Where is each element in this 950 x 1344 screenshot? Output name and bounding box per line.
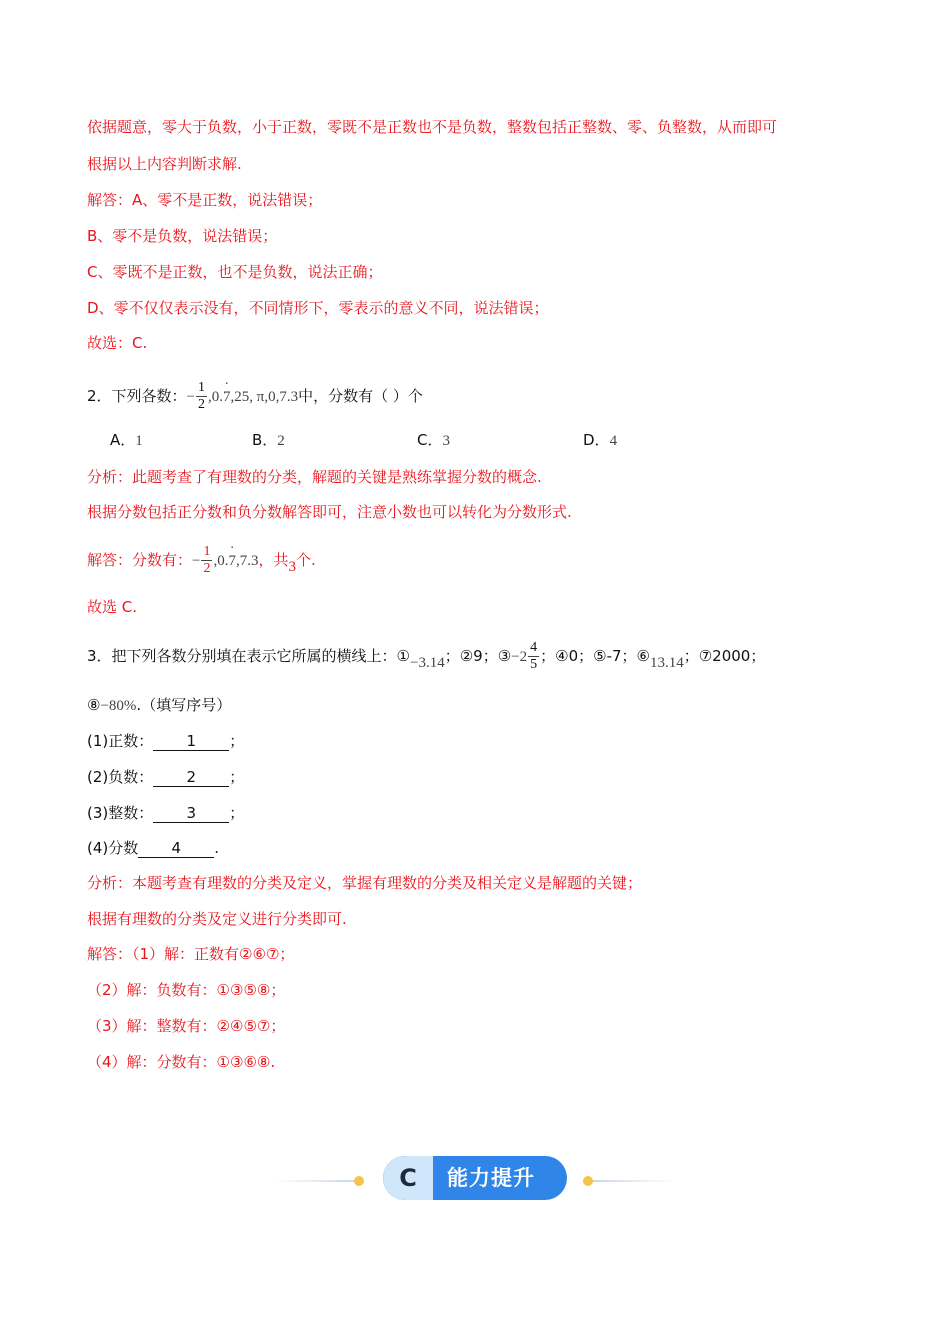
- q2-option-c: [417, 429, 450, 452]
- banner-letter: C: [383, 1156, 433, 1200]
- q3-answer3: （3）解：整数有：②④⑤⑦；: [87, 1017, 286, 1035]
- q1-analysis-line1: 依据题意，零大于负数，小于正数，零既不是正数也不是负数，整数包括正整数、零、负整数，从而即可: [87, 118, 778, 136]
- q3-blank-3-field[interactable]: 3: [153, 804, 229, 823]
- q1-choice: 故选：C.: [87, 334, 148, 352]
- q3-number-3-fraction: [528, 640, 539, 673]
- q2-option-b-value: 2: [277, 433, 285, 449]
- q3-n8-prefix: ⑧: [87, 696, 101, 714]
- q1-answer-a: 解答：A、零不是正数，说法错误；: [87, 191, 323, 209]
- q3-analysis1: 分析：本题考查有理数的分类及定义，掌握有理数的分类及相关定义是解题的关键；: [87, 874, 643, 892]
- q2-repeat-digit: · 7: [223, 382, 231, 412]
- q2-option-b-label: B．: [252, 431, 278, 449]
- banner-right-dot: [583, 1176, 593, 1186]
- q3-blank-3-end: ；: [229, 804, 245, 822]
- q3-analysis2: 根据有理数的分类及定义进行分类即可.: [87, 910, 347, 928]
- q2-answer-count: 3: [288, 559, 296, 575]
- q3-answer1: 解答：（1）解：正数有②⑥⑦；: [87, 945, 295, 963]
- q3-blank-2-end: ；: [229, 768, 245, 786]
- q2-stem: [87, 380, 423, 410]
- q3-sep-2: ；②9；③: [444, 647, 512, 665]
- q2-option-b: [252, 429, 285, 452]
- q3-n3-den: 5: [530, 657, 538, 672]
- q3-blank-1: [87, 730, 244, 752]
- q2-answer-suffix: 个.: [296, 551, 316, 569]
- q3-sep-7: ；⑦2000；: [683, 647, 766, 665]
- q2-answer-frac-den: 2: [203, 561, 211, 576]
- q3-stem: [87, 638, 765, 674]
- q3-n8-suffix: .（填写序号）: [136, 696, 232, 714]
- q2-answer-nums-b: ,7.3: [235, 553, 259, 569]
- q2-frac-den: 2: [198, 397, 206, 412]
- q3-blank-4-end: .: [214, 839, 220, 857]
- q3-stem-line2: [87, 694, 231, 716]
- banner-left-dot: [354, 1176, 364, 1186]
- q3-blank-4: [87, 837, 219, 859]
- q3-blank-1-field[interactable]: 1: [153, 732, 229, 751]
- q2-stem-prefix: 2．下列各数：: [87, 387, 187, 405]
- q2-frac-num: 1: [198, 380, 206, 395]
- q2-answer-nums-a: ,0.: [213, 553, 229, 569]
- banner-title: 能力提升: [447, 1166, 535, 1190]
- q3-blank-1-label: (1)正数：: [87, 732, 154, 750]
- q2-option-c-value: 3: [442, 433, 450, 449]
- q2-neg-sign: −: [186, 389, 196, 405]
- q2-answer: [87, 543, 316, 577]
- q3-blank-2: [87, 766, 244, 788]
- q2-option-a-value: 1: [135, 433, 143, 449]
- q2-fraction: [196, 380, 207, 413]
- q2-answer-mid: ，共: [258, 551, 289, 569]
- q2-option-d-value: 4: [609, 433, 618, 449]
- q1-answer-c: C、零既不是正数，也不是负数，说法正确；: [87, 263, 383, 281]
- q3-blank-2-field[interactable]: 2: [153, 768, 229, 787]
- q3-blank-1-end: ；: [229, 732, 245, 750]
- q3-answer4: （4）解：分数有：①③⑥⑧.: [87, 1053, 276, 1071]
- q2-option-c-label: C．: [417, 431, 443, 449]
- q2-option-d: [583, 429, 617, 452]
- q2-option-a-label: A．: [110, 431, 136, 449]
- banner-left-rule: [275, 1180, 357, 1182]
- q2-answer-neg: −: [192, 553, 201, 569]
- q3-answer2: （2）解：负数有：①③⑤⑧；: [87, 981, 286, 999]
- q3-blank-4-field[interactable]: 4: [138, 839, 214, 858]
- q2-analysis2: 根据分数包括正分数和负分数解答即可，注意小数也可以转化为分数形式.: [87, 503, 572, 521]
- q3-blank-4-label: (4)分数: [87, 839, 139, 857]
- q3-number-1: −3.14: [410, 655, 445, 671]
- q2-choice: 故选 C.: [87, 598, 138, 616]
- section-banner: [383, 1156, 567, 1200]
- q3-n3-num: 4: [530, 640, 538, 655]
- q1-answer-d: D、零不仅仅表示没有，不同情形下，零表示的意义不同，说法错误；: [87, 299, 549, 317]
- q3-number-8: −80%: [100, 698, 137, 714]
- q2-nums-b: ,25, π,0,7.3: [230, 389, 299, 405]
- q3-blank-3: [87, 802, 244, 824]
- q3-sep-4: ；④0；⑤-7；⑥: [540, 647, 650, 665]
- q2-stem-suffix: 中，分数有（ ）个: [298, 387, 423, 405]
- q2-answer-frac-num: 1: [203, 544, 211, 559]
- q3-blank-2-label: (2)负数：: [87, 768, 154, 786]
- q3-stem-prefix: 3．把下列各数分别填在表示它所属的横线上：①: [87, 647, 410, 665]
- q3-blank-3-label: (3)整数：: [87, 804, 154, 822]
- q2-option-a: [110, 429, 143, 452]
- q3-number-3-whole: −2: [511, 649, 528, 665]
- banner-right-rule: [593, 1180, 675, 1182]
- q2-nums-a: ,0.: [208, 389, 224, 405]
- q2-analysis1: 分析：此题考查了有理数的分类，解题的关键是熟练掌握分数的概念.: [87, 468, 542, 486]
- q1-answer-b: B、零不是负数，说法错误；: [87, 227, 278, 245]
- q3-number-6: 13.14: [649, 655, 684, 671]
- q2-option-d-label: D．: [583, 431, 610, 449]
- q2-answer-prefix: 解答：分数有：: [87, 551, 193, 569]
- q2-answer-fraction: [201, 544, 212, 577]
- q1-analysis-line2: 根据以上内容判断求解.: [87, 155, 242, 173]
- q2-answer-repeat-digit: · 7: [228, 544, 236, 578]
